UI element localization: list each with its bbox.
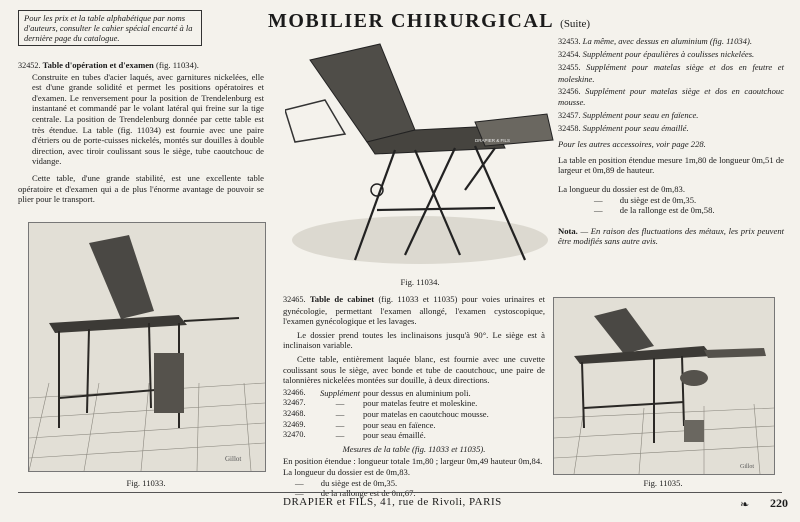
supplement-list — [283, 388, 545, 441]
list-item: 32455. Supplément pour matelas siège et dos en feutre et moleskine. — [558, 62, 784, 84]
footer-rule — [18, 492, 782, 493]
cabinet-table-illustration — [554, 298, 774, 474]
product-heading-ref: (fig. 11034). — [156, 60, 199, 70]
list-item: 32458. Supplément pour seau émaillé. — [558, 122, 689, 133]
product-heading-ref: (fig. 11033 et 11035) — [378, 294, 458, 304]
measure-line: La table en position étendue mesure 1m,80 de longueur 0m,51 de largeur et 0m,89 de hauteur. — [558, 154, 784, 176]
measure-line: — de la rallonge est de 0m,58. — [594, 205, 715, 216]
list-item: 32468. — pour matelas en caoutchouc mousse. — [283, 408, 489, 419]
measures-title: Mesures de la table (fig. 11033 et 11035). — [342, 443, 486, 454]
figure-11034-photo — [285, 30, 555, 270]
ref-number: 32465. — [283, 295, 306, 304]
list-item: 32454. Supplément pour épaulières à coulisses nickelées. — [558, 49, 755, 60]
nota-label: Nota. — [558, 225, 578, 236]
description-paragraph: Construite en tubes d'acier laqués, avec garnitures nickelées, elle est d'une grande solidité et permet les positions opératoires et d'examen. Le renversement pour la position de Trendelenburg est instantané et commandé par le volant latéral qui freine sur la tige centrale. La position de Trendelenburg donnée par cette table est très étendue. La table (fig. 11034) est fournie avec une paire d'étriers ou de porte-cuisses nickelés, montés sur douilles à double direction, avec tiroir coulissant sous le siège, tube caoutchouc de vidange. — [32, 71, 264, 167]
page-number: 220 — [770, 496, 788, 510]
center-description — [283, 294, 545, 499]
figure-11035-photo — [553, 297, 775, 475]
measure-line: — du siège est de 0m,35. — [594, 194, 697, 205]
figure-11033-photo — [28, 222, 266, 472]
engraver-signature: Gillot — [740, 464, 755, 470]
measure-line: La longueur du dossier est de 0m,83. — [558, 184, 685, 195]
left-description — [18, 60, 264, 205]
measure-line: La longueur du dossier est de 0m,83. — [283, 466, 410, 477]
footer-address: DRAPIER et FILS, 41, rue de Rivoli, PARIS — [283, 496, 502, 508]
figure-11033-caption: Fig. 11033. — [126, 478, 166, 488]
examination-table-illustration — [29, 223, 265, 471]
maker-plate: DRAPIER & FILS — [475, 138, 511, 143]
figure-11035-caption: Fig. 11035. — [643, 478, 683, 488]
measure-line: — du siège est de 0m,35. — [295, 477, 398, 488]
title-text: MOBILIER CHIRURGICAL — [268, 10, 555, 32]
list-item: 32467. — pour matelas feutre et moleskine. — [283, 398, 478, 409]
description-paragraph-2: Cette table, d'une grande stabilité, est une excellente table opératoire et d'examen qui a de plus l'énorme avantage de pouvoir se plier pour le transport. — [18, 172, 264, 205]
list-item: 32456. Supplément pour matelas siège et dos en caoutchouc mousse. — [558, 85, 785, 108]
product-heading: Table d'opération et d'examen — [42, 60, 154, 70]
measure-line: — de la rallonge est de 0m,67. — [295, 488, 416, 499]
description-paragraph: Le dossier prend toutes les inclinaisons jusqu'à 90°. Le siège est à inclinaison variable. — [283, 329, 545, 351]
figure-11034-caption: Fig. 11034. — [400, 277, 440, 287]
ornament-icon: ❧ — [740, 499, 750, 511]
engraver-signature: Gillot — [225, 455, 242, 463]
nota-text: — En raison des fluctuations des métaux, les prix peuvent être modifiés sans autre avis. — [558, 225, 784, 247]
title-suite: (Suite) — [560, 18, 591, 30]
list-item: 32466. Supplément pour dessus en aluminium poli. — [283, 387, 471, 398]
product-heading: Table de cabinet — [309, 294, 375, 304]
right-column — [558, 36, 784, 247]
ref-number: 32452. — [18, 61, 41, 70]
operating-table-illustration — [285, 30, 555, 270]
product-heading-rest: pour voies urinaires et gynécologie, permettant l'examen allongé, l'examen cystoscopique, l'examen gynécologique et les lavages. — [283, 294, 545, 327]
list-item: 32470. — pour seau émaillé. — [283, 430, 426, 441]
list-item: 32469. — pour seau en faïence. — [283, 419, 436, 430]
price-notice: Pour les prix et la table alphabétique par noms d'auteurs, consulter le cahier spécial encarté à la dernière page du catalogue. — [18, 10, 202, 46]
measure-line: En position étendue : longueur totale 1m,80 ; largeur 0m,49 hauteur 0m,84. — [283, 456, 543, 467]
accessories-note: Pour les autres accessoires, voir page 228. — [558, 139, 706, 150]
list-item: 32457. Supplément pour seau en faïence. — [558, 109, 699, 120]
description-paragraph-2: Cette table, entièrement laquée blanc, est fournie avec une cuvette coulissant sous le siège, avec bonde et tube de caoutchouc, une paire de talonnières nickelées montées sur douille, à deux directions. — [283, 353, 545, 386]
list-item: 32453. La même, avec dessus en aluminium (fig. 11034). — [558, 36, 752, 46]
